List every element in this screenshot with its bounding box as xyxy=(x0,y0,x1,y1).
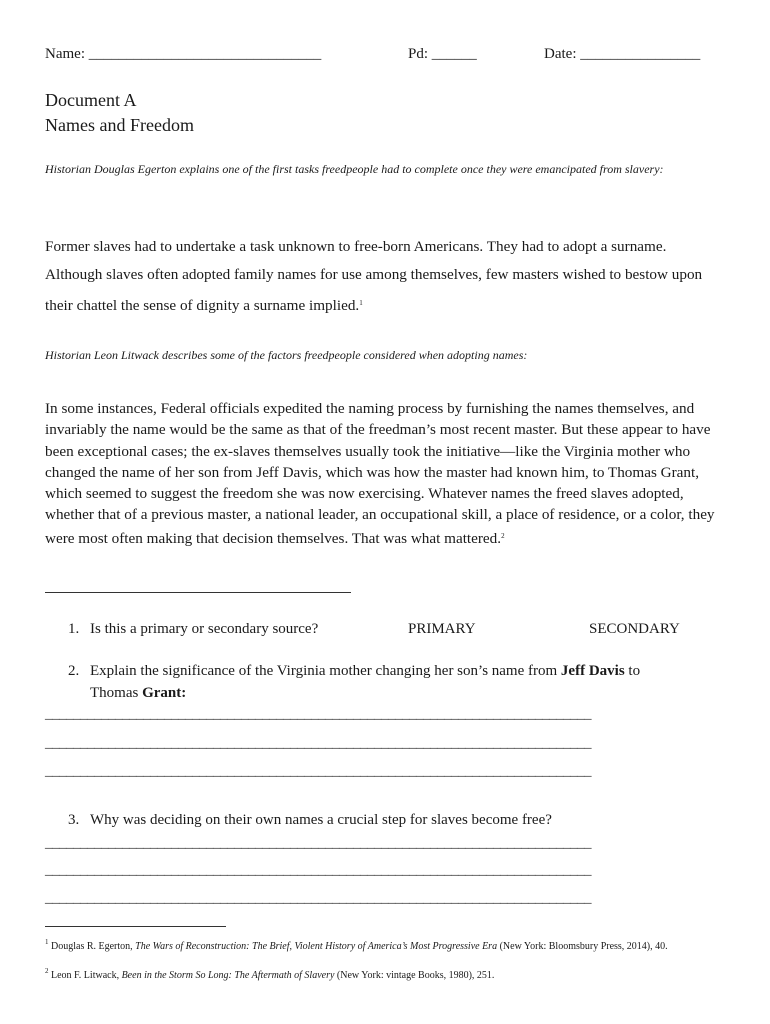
footnote-1-pub: (New York: Bloomsbury Press, 2014), 40. xyxy=(497,941,668,952)
date-field[interactable] xyxy=(544,46,700,63)
footnote-1-author: Douglas R. Egerton, xyxy=(48,941,136,952)
q1-option-secondary[interactable]: SECONDARY xyxy=(589,621,680,637)
footnote-divider xyxy=(45,926,226,927)
period-label: Pd: xyxy=(408,46,432,62)
q2-text-a: Explain the significance of the Virginia mother changing her son’s name from xyxy=(90,663,561,679)
q3-number: 3. xyxy=(68,812,80,828)
footnote-2 xyxy=(45,965,725,982)
footnote-2-pub: (New York: vintage Books, 1980), 251. xyxy=(334,970,495,981)
intro-egerton: Historian Douglas Egerton explains one of the first tasks freedpeople had to complete once they were emancipated from slavery: xyxy=(45,162,664,176)
intro-litwack: Historian Leon Litwack describes some of the factors freedpeople considered when adopting names: xyxy=(45,348,528,362)
footnote-ref-2: 2 xyxy=(501,531,505,540)
q2-text-c: Thomas xyxy=(90,685,143,701)
q2-answer-line-3[interactable]: ______________________________________________________________________________ xyxy=(45,763,591,779)
q2-answer-line-2[interactable]: ______________________________________________________________________________ xyxy=(45,735,591,751)
q1-option-primary[interactable]: PRIMARY xyxy=(408,621,476,637)
name-label: Name: xyxy=(45,46,89,62)
q2-text-b: to xyxy=(624,663,641,679)
footnote-2-author: Leon F. Litwack, xyxy=(48,970,122,981)
document-title: Names and Freedom xyxy=(45,115,194,135)
document-label: Document A xyxy=(45,90,137,110)
quote-litwack-text: In some instances, Federal officials expedited the naming process by furnishing the names themselves, and invariably the name would be the same as that of the freedman’s most recent master. But these appear to have been exceptional cases; the ex-slaves themselves usually took the initiative—like the Virginia mother who changed the name of her son from Jeff Davis, which was how the master had known him, to Thomas Grant, which seemed to suggest the freedom she was now exercising. Whatever names the freed slaves adopted, whether that of a previous master, a national leader, an occupational skill, a place of residence, or a color, they were most often making that decision themselves. That was what mattered. xyxy=(45,400,715,547)
q2-text-line1 xyxy=(90,663,640,680)
date-blank[interactable]: ________________ xyxy=(580,46,701,62)
q1-number: 1. xyxy=(68,621,80,637)
q3-text: Why was deciding on their own names a crucial step for slaves become free? xyxy=(90,812,552,828)
period-blank[interactable]: ______ xyxy=(431,46,477,62)
q2-answer-line-1[interactable]: ______________________________________________________________________________ xyxy=(45,706,591,722)
quote-litwack xyxy=(45,398,725,549)
q1-text: Is this a primary or secondary source? xyxy=(90,621,319,637)
name-blank[interactable]: _______________________________ xyxy=(88,46,322,62)
name-field[interactable] xyxy=(45,46,321,63)
q2-bold-grant: Grant: xyxy=(142,685,187,701)
q3-answer-line-2[interactable]: ______________________________________________________________________________ xyxy=(45,862,591,878)
footnote-2-title: Been in the Storm So Long: The Aftermath of Slavery xyxy=(121,970,335,981)
q2-text-line2 xyxy=(90,685,186,702)
footnote-1-number: 1 xyxy=(45,938,49,946)
quote-egerton xyxy=(45,233,725,320)
footnote-1 xyxy=(45,936,725,953)
section-divider xyxy=(45,592,351,593)
footnote-ref-1: 1 xyxy=(359,299,363,307)
period-field[interactable] xyxy=(408,46,477,63)
q3-answer-line-1[interactable]: ______________________________________________________________________________ xyxy=(45,835,591,851)
date-label: Date: xyxy=(544,46,581,62)
q2-bold-jeff-davis: Jeff Davis xyxy=(560,663,625,679)
footnote-2-number: 2 xyxy=(45,967,49,975)
footnote-1-title: The Wars of Reconstruction: The Brief, Violent History of America’s Most Progressive Era xyxy=(135,941,498,952)
q2-number: 2. xyxy=(68,663,80,679)
quote-egerton-text: Former slaves had to undertake a task unknown to free-born Americans. They had to adopt a surname. Although slaves often adopted family names for use among themselves, few masters wished to bestow upon their chattel the sense of dignity a surname implied. xyxy=(45,238,703,314)
q3-answer-line-3[interactable]: ______________________________________________________________________________ xyxy=(45,890,591,906)
